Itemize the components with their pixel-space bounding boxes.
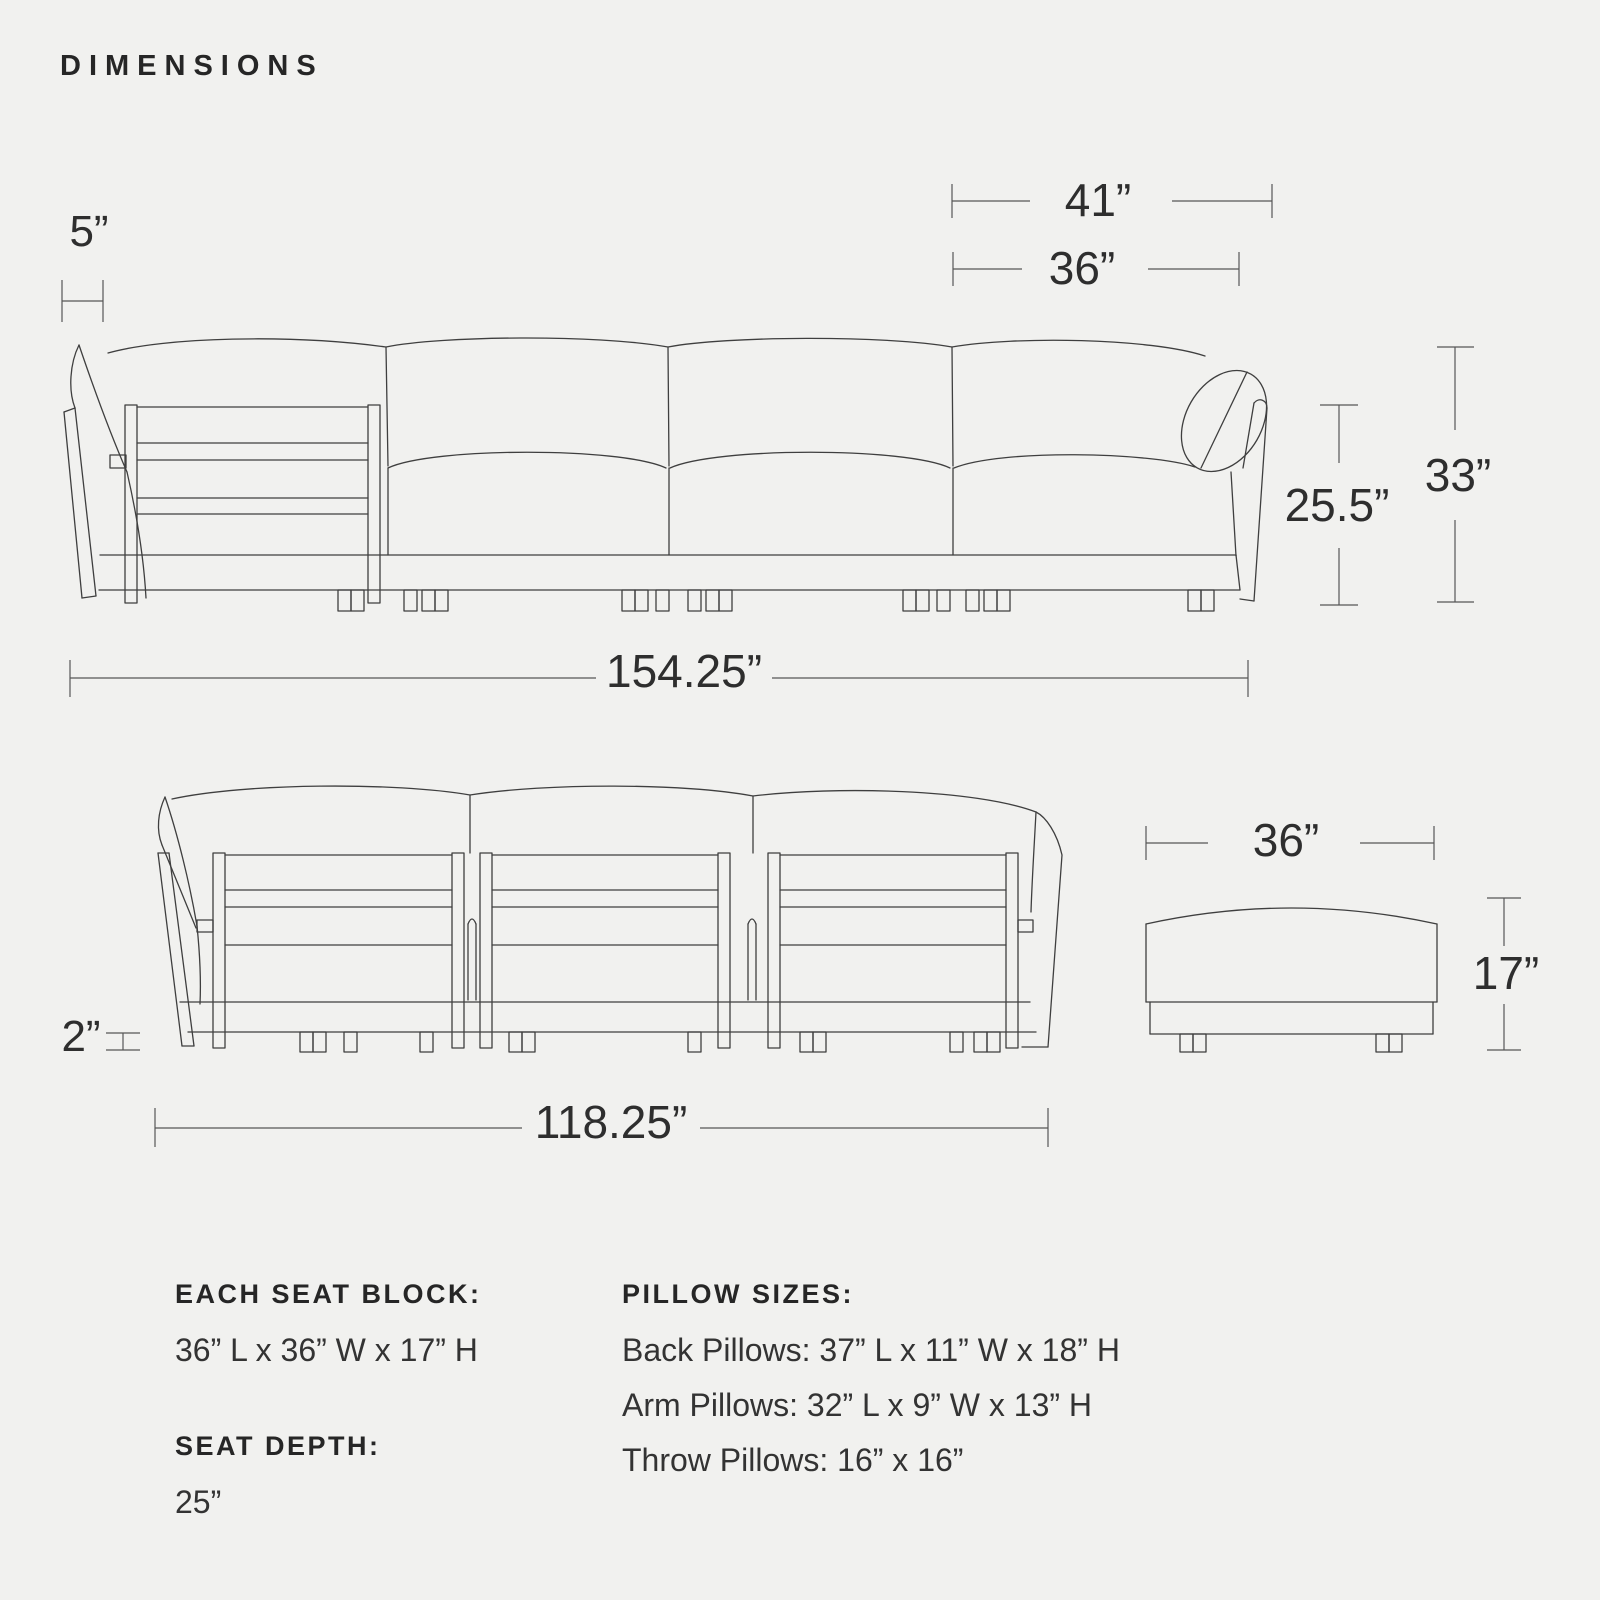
back-height-dim-label: 25.5” — [1284, 479, 1390, 531]
leg-height-dim-label: 2” — [61, 1012, 101, 1061]
back-length-dim-label: 118.25” — [534, 1096, 688, 1148]
back-pillows-spec: Back Pillows: 37” L x 11” W x 18” H — [622, 1332, 1120, 1368]
seat-width-dim-label: 36” — [1048, 242, 1116, 294]
ottoman-drawing — [1146, 908, 1437, 1052]
total-height-dim-label: 33” — [1424, 449, 1492, 501]
seat-depth-heading: SEAT DEPTH: — [175, 1431, 381, 1461]
seat-plus-arm-dim-label: 41” — [1064, 174, 1132, 226]
front-elevation-drawing — [64, 338, 1284, 611]
arm-width-dim-label: 5” — [69, 207, 109, 256]
back-elevation-drawing — [158, 786, 1062, 1052]
arm-pillows-spec: Arm Pillows: 32” L x 9” W x 13” H — [622, 1387, 1093, 1423]
seat-block-value: 36” L x 36” W x 17” H — [175, 1332, 478, 1368]
seat-block-heading: EACH SEAT BLOCK: — [175, 1279, 482, 1309]
total-length-dim-label: 154.25” — [605, 645, 763, 697]
ottoman-height-dim-label: 17” — [1472, 947, 1540, 999]
page-title: DIMENSIONS — [60, 50, 324, 82]
pillow-sizes-heading: PILLOW SIZES: — [622, 1279, 854, 1309]
seat-depth-value: 25” — [175, 1484, 222, 1520]
ottoman-width-dim-label: 36” — [1252, 814, 1320, 866]
throw-pillows-spec: Throw Pillows: 16” x 16” — [622, 1442, 964, 1478]
